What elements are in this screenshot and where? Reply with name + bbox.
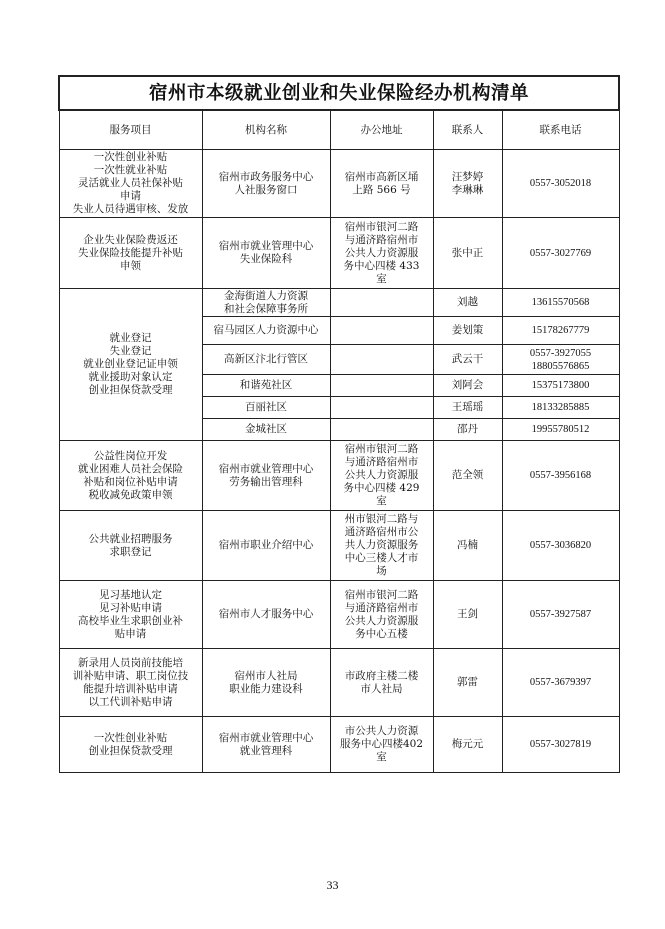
address-cell: 市政府主楼二楼 市人社局 [330, 649, 433, 717]
contact-cell: 邵丹 [433, 419, 502, 441]
org-cell: 金城社区 [202, 419, 330, 441]
phone-cell: 19955780512 [502, 419, 619, 441]
phone-cell: 0557-3052018 [502, 150, 619, 218]
contact-cell: 刘阿会 [433, 375, 502, 397]
table-row [59, 218, 619, 289]
header-address: 办公地址 [330, 110, 433, 150]
org-cell: 宿州市人社局 职业能力建设科 [202, 649, 330, 717]
contact-cell: 武云干 [433, 345, 502, 375]
table-row [59, 150, 619, 218]
header-row [59, 110, 619, 150]
contact-cell: 冯楠 [433, 511, 502, 581]
org-cell: 宿州市就业管理中心 失业保险科 [202, 218, 330, 289]
service-cell: 见习基地认定 见习补贴申请 高校毕业生求职创业补 贴申请 [59, 581, 202, 649]
table-row [59, 717, 619, 773]
address-cell [330, 289, 433, 317]
header-phone: 联系电话 [502, 110, 619, 150]
phone-cell: 0557-3027769 [502, 218, 619, 289]
contact-cell: 郭雷 [433, 649, 502, 717]
page-number: 33 [326, 878, 339, 892]
header-service: 服务项目 [59, 110, 202, 150]
table-row [59, 649, 619, 717]
address-cell: 市公共人力资源 服务中心四楼402 室 [330, 717, 433, 773]
address-cell [330, 419, 433, 441]
service-cell: 一次性创业补贴 创业担保贷款受理 [59, 717, 202, 773]
phone-cell: 0557-3956168 [502, 441, 619, 511]
phone-cell: 13615570568 [502, 289, 619, 317]
org-cell: 宿州市人才服务中心 [202, 581, 330, 649]
address-cell: 宿州市银河二路 与通济路宿州市 公共人力资源服 务中心四楼 433 室 [330, 218, 433, 289]
table-row [59, 441, 619, 511]
table-row [59, 511, 619, 581]
table-row [59, 581, 619, 649]
phone-cell: 0557-3027819 [502, 717, 619, 773]
header-org: 机构名称 [202, 110, 330, 150]
org-cell: 宿州市职业介绍中心 [202, 511, 330, 581]
header-contact: 联系人 [433, 110, 502, 150]
phone-cell: 18133285885 [502, 397, 619, 419]
contact-cell: 姜划策 [433, 317, 502, 345]
contact-cell: 王剑 [433, 581, 502, 649]
service-cell: 就业登记 失业登记 就业创业登记证申领 就业援助对象认定 创业担保贷款受理 [59, 289, 202, 441]
org-cell: 宿州市政务服务中心 人社服务窗口 [202, 150, 330, 218]
table-title: 宿州市本级就业创业和失业保险经办机构清单 [59, 76, 619, 110]
service-cell: 新录用人员岗前技能培 训补贴申请、职工岗位技 能提升培训补贴申请 以工代训补贴申请 [59, 649, 202, 717]
phone-cell: 0557-3036820 [502, 511, 619, 581]
org-cell: 宿州市就业管理中心 就业管理科 [202, 717, 330, 773]
contact-cell: 汪梦婷 李琳琳 [433, 150, 502, 218]
org-cell: 和谐苑社区 [202, 375, 330, 397]
contact-cell: 张中正 [433, 218, 502, 289]
org-cell: 宿马园区人力资源中心 [202, 317, 330, 345]
service-cell: 一次性创业补贴 一次性就业补贴 灵活就业人员社保补贴 申请 失业人员待遇审核、发放 [59, 150, 202, 218]
contact-cell: 梅元元 [433, 717, 502, 773]
contact-cell: 范全领 [433, 441, 502, 511]
service-cell: 公益性岗位开发 就业困难人员社会保险 补贴和岗位补贴申请 税收减免政策申领 [59, 441, 202, 511]
phone-cell: 15178267779 [502, 317, 619, 345]
address-cell: 宿州市高新区埇 上路 566 号 [330, 150, 433, 218]
address-cell [330, 345, 433, 375]
phone-cell: 15375173800 [502, 375, 619, 397]
phone-cell: 0557-3927587 [502, 581, 619, 649]
agency-list-table [58, 75, 620, 773]
address-cell [330, 397, 433, 419]
address-cell [330, 317, 433, 345]
address-cell: 宿州市银河二路 与通济路宿州市 公共人力资源服 务中心四楼 429 室 [330, 441, 433, 511]
org-cell: 高新区汴北行管区 [202, 345, 330, 375]
service-cell: 公共就业招聘服务 求职登记 [59, 511, 202, 581]
table-row [59, 289, 619, 317]
org-cell: 百丽社区 [202, 397, 330, 419]
org-cell: 宿州市就业管理中心 劳务输出管理科 [202, 441, 330, 511]
service-cell: 企业失业保险费返还 失业保险技能提升补贴 申领 [59, 218, 202, 289]
address-cell: 宿州市银河二路 与通济路宿州市 公共人力资源服 务中心五楼 [330, 581, 433, 649]
address-cell [330, 375, 433, 397]
phone-cell: 0557-3927055 18805576865 [502, 345, 619, 375]
phone-cell: 0557-3679397 [502, 649, 619, 717]
address-cell: 州市银河二路与 通济路宿州市公 共人力资源服务 中心三楼人才市 场 [330, 511, 433, 581]
contact-cell: 王瑶瑶 [433, 397, 502, 419]
contact-cell: 刘越 [433, 289, 502, 317]
org-cell: 金海街道人力资源 和社会保障事务所 [202, 289, 330, 317]
